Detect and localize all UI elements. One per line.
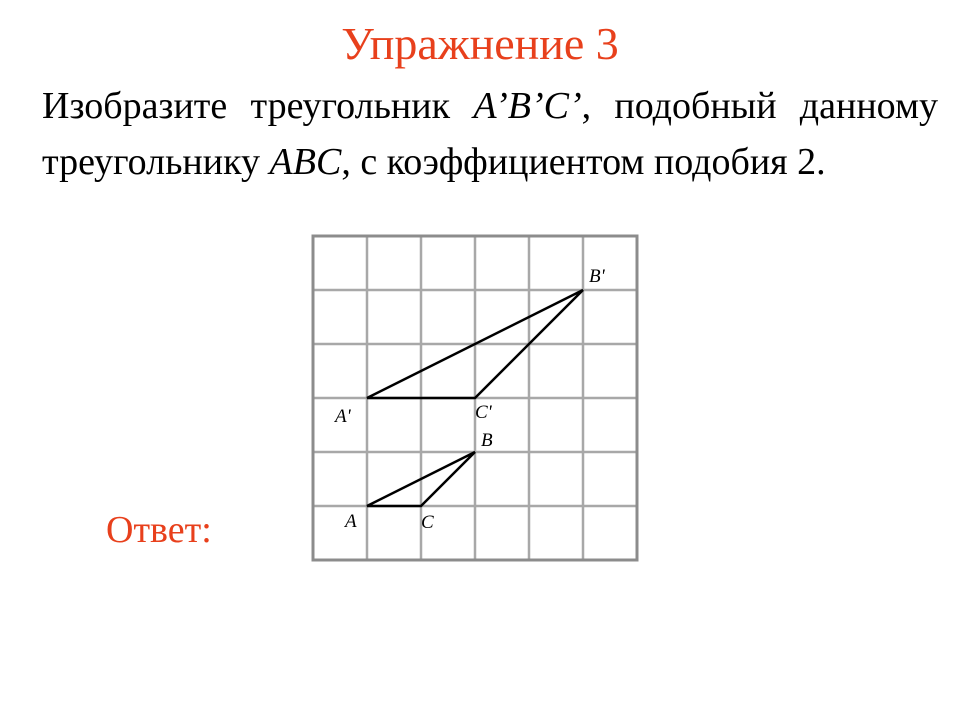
point-label-a: A <box>345 511 357 532</box>
point-label-c-prime: C' <box>475 402 492 423</box>
slide-title: Упражнение 3 <box>341 18 619 69</box>
point-labels <box>333 266 606 533</box>
answer-label: Ответ: <box>106 509 212 551</box>
point-label-a-prime: A' <box>335 406 351 427</box>
task-text-part2: , подобный данному треугольнику <box>42 85 939 183</box>
task-text-part3: , с коэффициентом подобия 2. <box>341 141 826 183</box>
point-label-c: C <box>421 512 434 533</box>
triangle-name-prime: A’B’C’ <box>473 85 582 127</box>
task-text-part1: Изобразите треугольник <box>42 85 474 127</box>
triangle-name-abc: ABC <box>269 141 342 183</box>
point-label-b: B <box>481 430 493 451</box>
point-label-b-prime: B' <box>589 266 605 287</box>
